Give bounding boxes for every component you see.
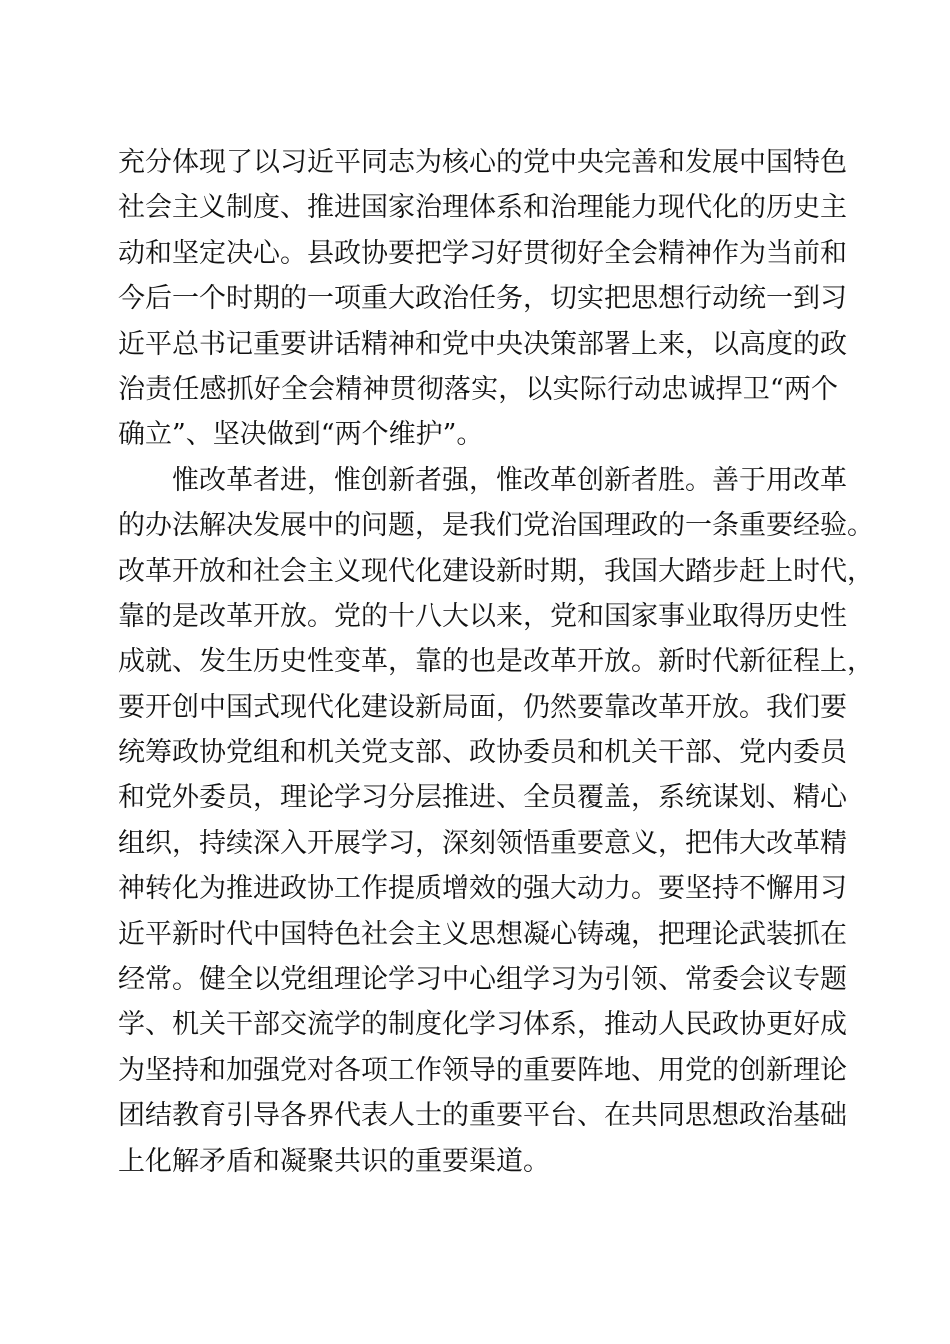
paragraph-1-line-3: 动和坚定决心。县政协要把学习好贯彻好全会精神作为当前和 xyxy=(118,237,847,269)
paragraph-2-line-16: 上化解矛盾和凝聚共识的重要渠道。 xyxy=(118,1145,550,1177)
paragraph-1-line-6: 治责任感抓好全会精神贯彻落实，以实际行动忠诚捍卫“两个 xyxy=(118,373,838,405)
document-body xyxy=(118,140,874,1184)
paragraph-1-line-4: 今后一个时期的一项重大政治任务，切实把思想行动统一到习 xyxy=(118,283,847,315)
paragraph-1-line-1: 充分体现了以习近平同志为核心的党中央完善和发展中国特色 xyxy=(118,147,847,178)
paragraph-2-line-8: 和党外委员，理论学习分层推进、全员覆盖，系统谋划、精心 xyxy=(118,782,847,814)
paragraph-2-line-9: 组织，持续深入开展学习，深刻领悟重要意义，把伟大改革精 xyxy=(118,827,847,859)
paragraph-2-line-3: 改革开放和社会主义现代化建设新时期，我国大踏步赶上时代， xyxy=(118,555,874,587)
paragraph-2-line-4: 靠的是改革开放。党的十八大以来，党和国家事业取得历史性 xyxy=(118,600,847,632)
paragraph-2-line-13: 学、机关干部交流学的制度化学习体系，推动人民政协更好成 xyxy=(118,1009,847,1041)
paragraph-2-line-5: 成就、发生历史性变革，靠的也是改革开放。新时代新征程上， xyxy=(118,646,874,678)
paragraph-2-line-11: 近平新时代中国特色社会主义思想凝心铸魂，把理论武装抓在 xyxy=(118,918,847,950)
paragraph-2-line-1: 惟改革者进，惟创新者强，惟改革创新者胜。善于用改革 xyxy=(118,464,847,496)
paragraph-2-line-15: 团结教育引导各界代表人士的重要平台、在共同思想政治基础 xyxy=(118,1100,847,1132)
paragraph-2-line-6: 要开创中国式现代化建设新局面，仍然要靠改革开放。我们要 xyxy=(118,691,847,723)
paragraph-2-line-10: 神转化为推进政协工作提质增效的强大动力。要坚持不懈用习 xyxy=(118,873,847,905)
paragraph-1-line-5: 近平总书记重要讲话精神和党中央决策部署上来，以高度的政 xyxy=(118,328,847,360)
paragraph-1-line-7: 确立”、坚决做到“两个维护”。 xyxy=(118,419,484,451)
paragraph-2-line-7: 统筹政协党组和机关党支部、政协委员和机关干部、党内委员 xyxy=(118,737,847,769)
paragraph-2-line-12: 经常。健全以党组理论学习中心组学习为引领、常委会议专题 xyxy=(118,964,847,996)
paragraph-2-line-14: 为坚持和加强党对各项工作领导的重要阵地、用党的创新理论 xyxy=(118,1054,847,1086)
paragraph-1-line-2: 社会主义制度、推进国家治理体系和治理能力现代化的历史主 xyxy=(118,192,847,224)
paragraph-2-line-2: 的办法解决发展中的问题，是我们党治国理政的一条重要经验。 xyxy=(118,510,874,542)
